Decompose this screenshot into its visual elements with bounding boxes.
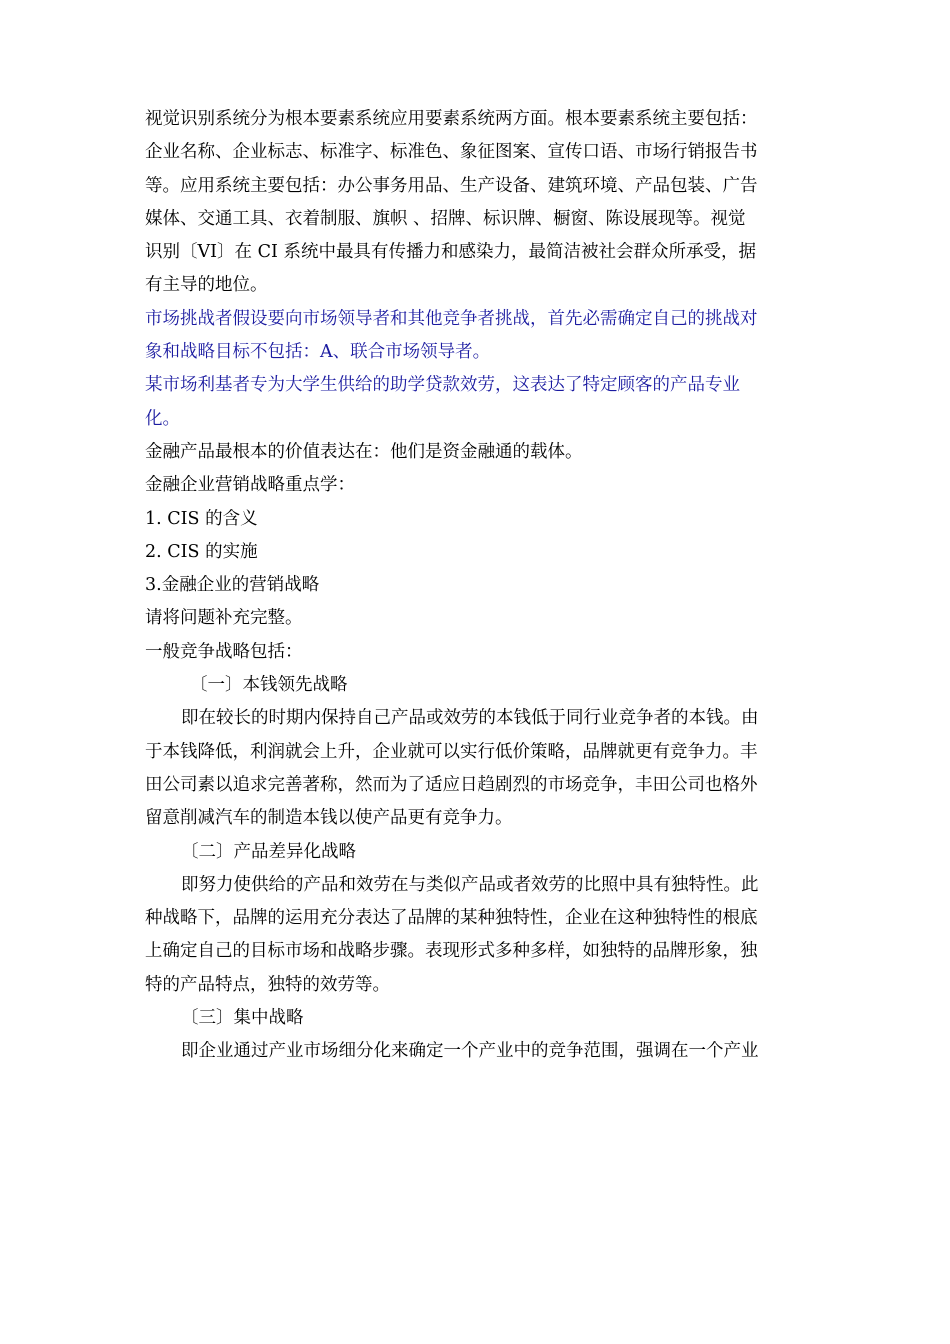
vi-line-1: 视觉识别系统分为根本要素系统应用要素系统两方面。根本要素系统主要包括： <box>145 109 758 129</box>
vi-line-5: 识别〔VI〕在 CI 系统中最具有传播力和感染力，最简洁被社会群众所承受，据 <box>145 242 756 263</box>
vi-line-3: 等。应用系统主要包括：办公事务用品、生产设备、建筑环境、产品包装、广告 <box>145 175 758 196</box>
list-item-3: 3.金融企业的营销战略 <box>145 575 320 596</box>
section2-line-1: 即努力使供给的产品和效劳在与类似产品或者效劳的比照中具有独特性。此 <box>181 874 759 895</box>
document-body <box>145 103 825 1069</box>
finance-value-line: 金融产品最根本的价值表达在：他们是资金融通的载体。 <box>145 441 583 462</box>
section1-line-4: 留意削减汽车的制造本钱以使产品更有竞争力。 <box>145 808 513 829</box>
general-heading: 一般竞争战略包括： <box>145 641 303 662</box>
section3-line-1: 即企业通过产业市场细分化来确定一个产业中的竞争范围，强调在一个产业 <box>181 1041 759 1062</box>
challenger-line-1: 市场挑战者假设要向市场领导者和其他竞争者挑战，首先必需确定自己的挑战对 <box>145 308 758 329</box>
list-item-2: 2. CIS 的实施 <box>145 541 258 562</box>
loan-line-1: 某市场利基者专为大学生供给的助学贷款效劳，这表达了特定顾客的产品专业 <box>145 375 740 396</box>
section1-line-2: 于本钱降低，利润就会上升，企业就可以实行低价策略，品牌就更有竞争力。丰 <box>145 741 758 762</box>
section1-line-1: 即在较长的时期内保持自己产品或效劳的本钱低于同行业竞争者的本钱。由 <box>181 708 759 729</box>
section2-title: 〔二〕产品差异化战略 <box>181 841 356 862</box>
section1-line-3: 田公司素以追求完善著称，然而为了适应日趋剧烈的市场竞争，丰田公司也格外 <box>145 774 758 795</box>
list-item-1: 1. CIS 的含义 <box>145 508 258 529</box>
section3-title: 〔三〕集中战略 <box>181 1008 304 1029</box>
vi-line-4: 媒体、交通工具、衣着制服、旗帜 、招牌、标识牌、橱窗、陈设展现等。视觉 <box>145 208 746 229</box>
vi-line-2: 企业名称、企业标志、标准字、标准色、象征图案、宣传口语、市场行销报告书 <box>145 142 758 163</box>
loan-line-2: 化。 <box>145 408 180 429</box>
strategy-heading: 金融企业营销战略重点学： <box>145 475 355 496</box>
challenger-line-2: 象和战略目标不包括：A、联合市场领导者。 <box>145 342 491 363</box>
section2-line-3: 上确定自己的目标市场和战略步骤。表现形式多种多样，如独特的品牌形象，独 <box>145 941 758 962</box>
complete-prompt: 请将问题补充完整。 <box>145 608 303 629</box>
section2-line-2: 种战略下，品牌的运用充分表达了品牌的某种独特性，企业在这种独特性的根底 <box>145 908 758 929</box>
vi-line-6: 有主导的地位。 <box>145 275 268 296</box>
section2-line-4: 特的产品特点，独特的效劳等。 <box>145 974 390 995</box>
section1-title: 〔一〕本钱领先战略 <box>190 675 348 696</box>
